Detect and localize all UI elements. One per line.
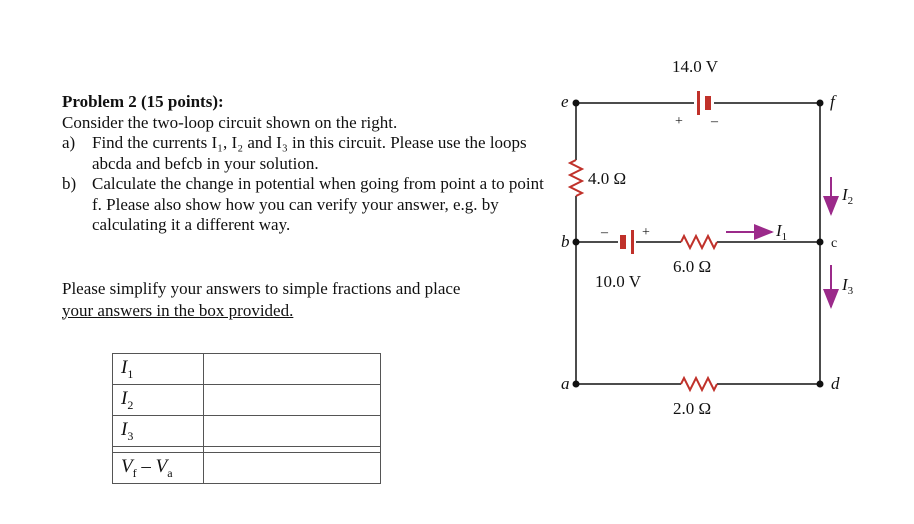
node-label-b: b [561, 232, 570, 251]
resistor-mid [681, 236, 717, 248]
resistor-left-label: 4.0 Ω [588, 169, 627, 188]
resistor-bottom-label: 2.0 Ω [673, 399, 712, 418]
node-dot-a [573, 381, 580, 388]
node-dot-f [817, 100, 824, 107]
resistor-left [570, 160, 582, 196]
node-dot-d [817, 381, 824, 388]
resistor-mid-label: 6.0 Ω [673, 257, 712, 276]
problem-intro: Consider the two-loop circuit shown on the right. [62, 112, 398, 132]
answer-label-i3: $I_3$ [113, 416, 204, 447]
battery-mid-minus: – [601, 225, 608, 240]
part-b-label: b) [62, 174, 77, 193]
node-dot-c [817, 239, 824, 246]
current-i3-label: $I_3$ [842, 275, 854, 297]
part-a-label: a) [62, 133, 76, 152]
node-dot-e [573, 100, 580, 107]
node-label-e: e [561, 92, 569, 111]
answer-label-i1: $I_1$ [113, 354, 204, 385]
battery-top-short-plate [705, 96, 711, 110]
node-label-f: f [830, 92, 835, 111]
circuit-wires [576, 103, 820, 384]
battery-top-plus: + [675, 114, 683, 129]
battery-mid-plus: + [642, 225, 650, 240]
node-label-a: a [561, 374, 570, 393]
node-dot-b [573, 239, 580, 246]
battery-mid-long-plate [631, 230, 634, 254]
note-line-1: Please simplify your answers to simple fractions and place [62, 279, 461, 298]
part-a-text: Find the currents I₁, I₂ and I₃ in this circuit. Please use the loops abcda and befcb in your solution. [92, 133, 527, 173]
battery-top [697, 91, 711, 115]
node-label-c: c [831, 236, 838, 251]
battery-top-minus: – [711, 114, 718, 129]
battery-mid [620, 230, 634, 254]
battery-top-long-plate [697, 91, 700, 115]
resistor-bottom [681, 378, 717, 390]
answer-label-i2: $I_2$ [113, 385, 204, 416]
node-label-d: d [831, 374, 840, 393]
current-i2-label: $I_2$ [842, 185, 854, 207]
part-b-text: Calculate the change in potential when going from point a to point f. Please also show how you can verify your answer, e.g. by calculating it a different way. [92, 174, 544, 234]
battery-mid-short-plate [620, 235, 626, 249]
circuit-nodes [573, 100, 824, 388]
problem-title: Problem 2 (15 points): [62, 92, 224, 111]
note-line-2: your answers in the box provided. [62, 300, 294, 320]
answer-label-vf-va: $V_f - V_a$ [113, 453, 204, 484]
current-i1-label: $I_1$ [776, 221, 788, 243]
battery-top-label: 14.0 V [672, 57, 718, 76]
battery-mid-label: 10.0 V [595, 272, 641, 291]
